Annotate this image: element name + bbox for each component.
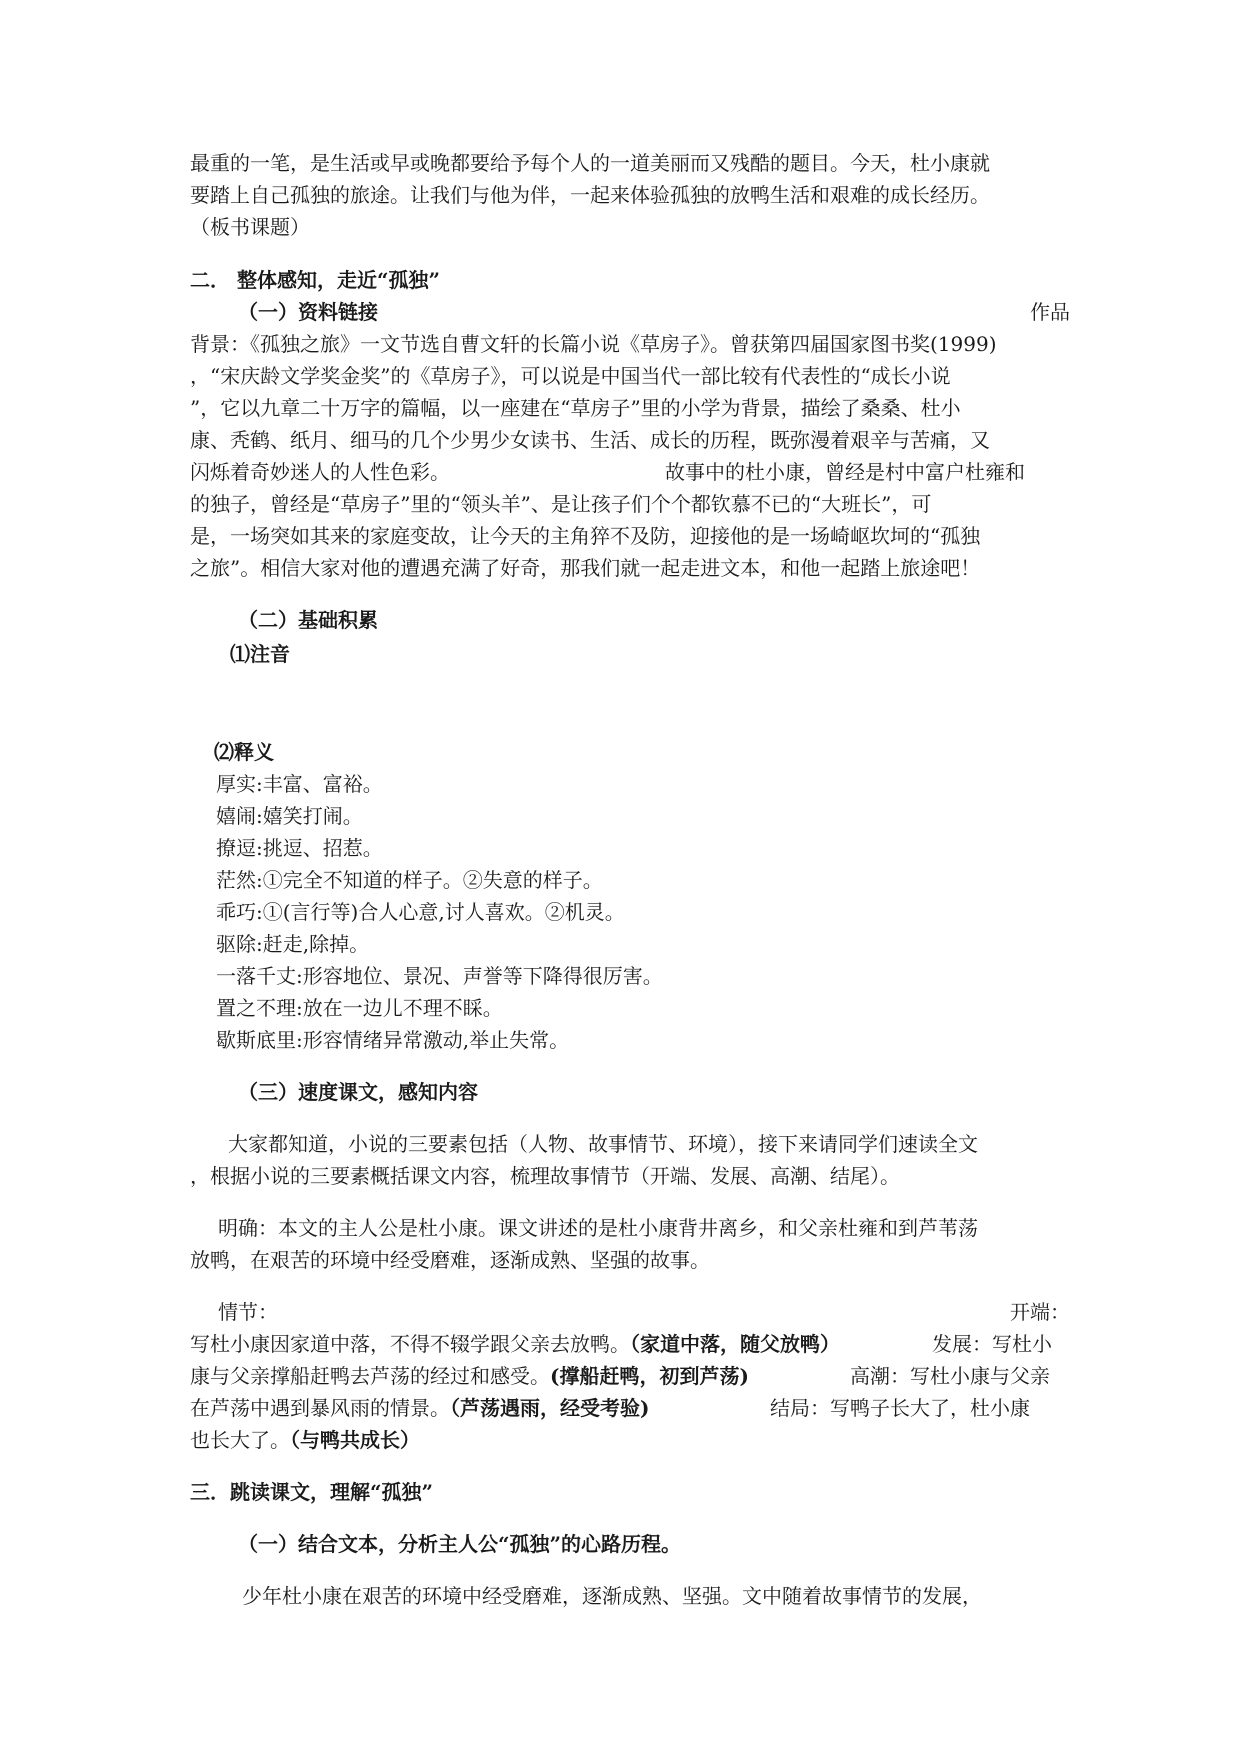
plot-start-label: 开端： <box>1010 1300 1070 1324</box>
plot-stage-bold: (撑船赶鸭，初到芦荡) <box>550 1364 749 1388</box>
intro-line-3: （板书课题） <box>190 215 310 239</box>
shiyi-item: 置之不理:放在一边儿不理不睬。 <box>216 996 503 1020</box>
shiyi-item: 茫然:①完全不知道的样子。②失意的样子。 <box>216 868 603 892</box>
sub3-para1-line-2: ，根据小说的三要素概括课文内容，梳理故事情节（开端、发展、高潮、结尾）。 <box>190 1164 900 1188</box>
shiyi-item: 撩逗:挑逗、招惹。 <box>216 836 383 860</box>
plot-row-5 <box>190 1424 1070 1456</box>
plot-text: 发展：写杜小 <box>932 1332 1052 1356</box>
sub1-line-left: 闪烁着奇妙迷人的人性色彩。 <box>190 460 450 484</box>
sub2-heading: （二）基础积累 <box>238 608 378 632</box>
plot-text: 也长大了。 <box>190 1428 290 1452</box>
sub1-line: 之旅”。相信大家对他的遭遇充满了好奇，那我们就一起走进文本，和他一起踏上旅途吧！ <box>190 556 981 580</box>
plot-stage-bold: （家道中落，随父放鸭） <box>630 1332 840 1356</box>
sub1-trailing-word: 作品 <box>1030 300 1070 324</box>
plot-row-2 <box>190 1328 1070 1360</box>
shiyi-item: 嬉闹:嬉笑打闹。 <box>216 804 363 828</box>
sub3-para1-line-1: 大家都知道，小说的三要素包括（人物、故事情节、环境），接下来请同学们速读全文 <box>228 1132 978 1156</box>
shiyi-item: 歇斯底里:形容情绪异常激动,举止失常。 <box>216 1028 570 1052</box>
sub3-para2-line-1: 明确：本文的主人公是杜小康。课文讲述的是杜小康背井离乡，和父亲杜雍和到芦苇荡 <box>218 1216 978 1240</box>
sub1-line: 康、秃鹤、纸月、细马的几个少男少女读书、生活、成长的历程，既弥漫着艰辛与苦痛，又 <box>190 428 990 452</box>
section-3-sub1-heading: （一）结合文本，分析主人公“孤独”的心路历程。 <box>238 1532 682 1556</box>
plot-text: 康与父亲撑船赶鸭去芦荡的经过和感受。 <box>190 1364 550 1388</box>
plot-stage-bold: （芦荡遇雨，经受考验) <box>450 1396 650 1420</box>
sub1-line-split <box>190 456 1070 488</box>
sub1-line: ”，它以九章二十万字的篇幅，以一座建在“草房子”里的小学为背景，描绘了桑桑、杜小 <box>190 396 961 420</box>
shiyi-item: 乖巧:①(言行等)合人心意,讨人喜欢。②机灵。 <box>216 900 625 924</box>
sub1-heading: （一）资料链接 <box>238 300 378 324</box>
plot-text: 写杜小康因家道中落，不得不辍学跟父亲去放鸭。 <box>190 1332 630 1356</box>
sub1-heading-row <box>238 296 1070 328</box>
section-3-heading: 三．跳读课文，理解“孤独” <box>190 1480 434 1504</box>
shiyi-item: 厚实:丰富、富裕。 <box>216 772 383 796</box>
zhuyin-heading: ⑴注音 <box>230 642 290 666</box>
sub1-line: 是，一场突如其来的家庭变故，让今天的主角猝不及防，迎接他的是一场崎岖坎坷的“孤独 <box>190 524 981 548</box>
plot-text: 结局：写鸭子长大了，杜小康 <box>770 1396 1030 1420</box>
plot-row-1 <box>218 1296 1070 1328</box>
plot-text: 在芦荡中遇到暴风雨的情景。 <box>190 1396 450 1420</box>
shiyi-item: 一落千丈:形容地位、景况、声誉等下降得很厉害。 <box>216 964 663 988</box>
sub3-para2-line-2: 放鸭，在艰苦的环境中经受磨难，逐渐成熟、坚强的故事。 <box>190 1248 710 1272</box>
sub1-line: ，“宋庆龄文学奖金奖”的《草房子》，可以说是中国当代一部比较有代表性的“成长小说 <box>190 364 951 388</box>
intro-line-1: 最重的一笔，是生活或早或晚都要给予每个人的一道美丽而又残酷的题目。今天，杜小康就 <box>190 151 990 175</box>
plot-label: 情节： <box>218 1300 278 1324</box>
section-2-heading: 二． 整体感知，走近“孤独” <box>190 268 440 292</box>
shiyi-item: 驱除:赶走,除掉。 <box>216 932 370 956</box>
plot-stage-bold: （与鸭共成长） <box>290 1428 420 1452</box>
section-3-para-line-1: 少年杜小康在艰苦的环境中经受磨难，逐渐成熟、坚强。文中随着故事情节的发展， <box>242 1584 982 1608</box>
plot-text: 高潮：写杜小康与父亲 <box>850 1364 1050 1388</box>
shiyi-heading: ⑵释义 <box>214 740 274 764</box>
sub1-line: 的独子，曾经是“草房子”里的“领头羊”、是让孩子们个个都钦慕不已的“大班长”，可 <box>190 492 932 516</box>
plot-row-3 <box>190 1360 1070 1392</box>
plot-row-4 <box>190 1392 1070 1424</box>
sub1-line-right: 故事中的杜小康，曾经是村中富户杜雍和 <box>665 460 1025 484</box>
sub1-line: 背景：《孤独之旅》一文节选自曹文轩的长篇小说《草房子》。曾获第四届国家图书奖(1999) <box>190 332 997 356</box>
sub3-heading: （三）速度课文，感知内容 <box>238 1080 478 1104</box>
intro-line-2: 要踏上自己孤独的旅途。让我们与他为伴，一起来体验孤独的放鸭生活和艰难的成长经历。 <box>190 183 990 207</box>
